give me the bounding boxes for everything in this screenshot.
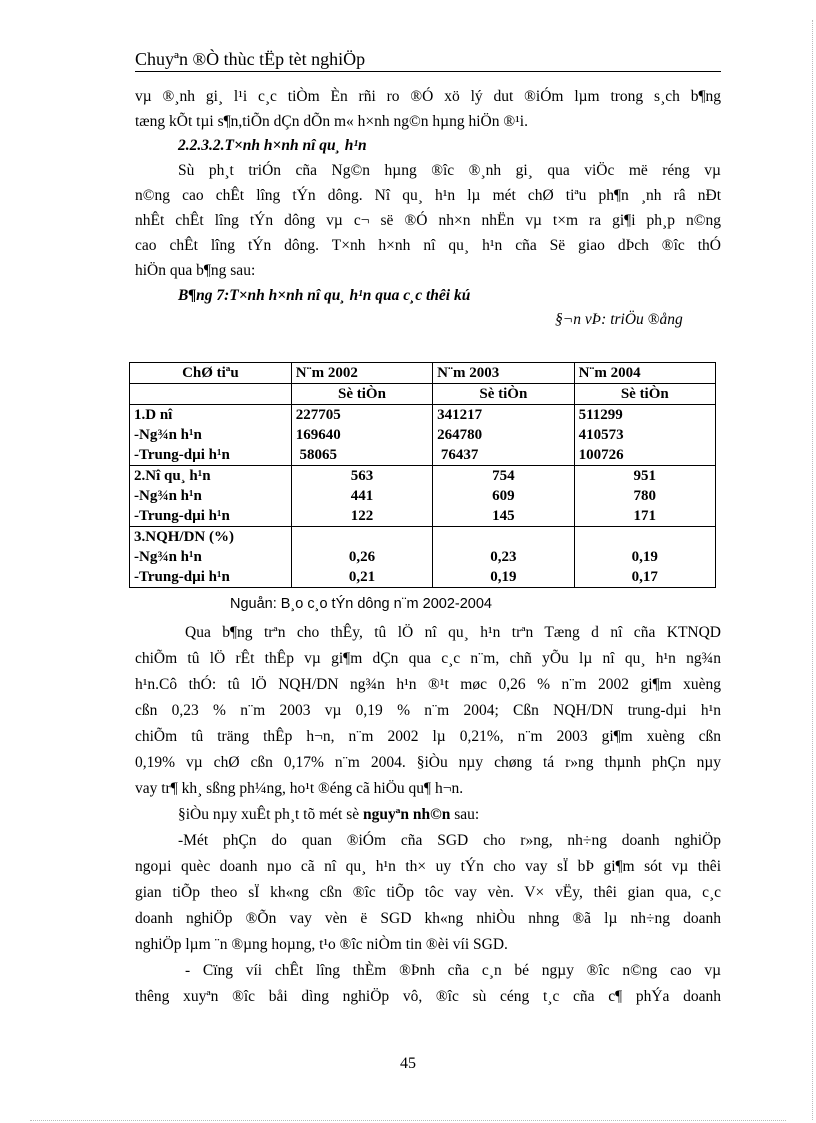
row-label: 3.NQH/DN (%) (130, 527, 292, 548)
row-label: 1.D nî (130, 405, 292, 426)
table-cell: 563 (291, 466, 432, 487)
table-row (130, 527, 716, 548)
paragraph-line: Sù ph¸t triÓn cña Ng©n hµng ®îc ®¸nh gi¸ qua viÖc më réng vµ (178, 162, 721, 179)
year-header: N¨m 2002 (291, 363, 432, 384)
table-source: Nguån: B¸o c¸o tÝn dông n¨m 2002-2004 (230, 596, 492, 612)
table-cell: 0,19 (574, 547, 715, 567)
table-caption: B¶ng 7:T×nh h×nh nî qu¸ h¹n qua c¸c thêi kú (178, 287, 471, 304)
table-unit-row (130, 384, 716, 405)
page-number: 45 (400, 1055, 416, 1072)
bold-term: nguyªn nh©n (363, 806, 451, 823)
table-cell (130, 384, 292, 405)
paragraph-line: Qua b¶ng trªn cho thÊy, tû lÖ nî qu¸ h¹n trªn Tæng d nî cña KTNQD (185, 624, 721, 641)
paragraph-line: tæng kÕt tµi s¶n,tiÕn dÇn dÕn m« h×nh ng©n hµng hiÖn ®¹i. (135, 113, 528, 130)
paragraph-line: chiÕm tû träng thÊp h¬n, n¨m 2002 lµ 0,21%, n¨m 2003 gi¶m xuèng cßn (135, 728, 721, 745)
table-cell: 0,17 (574, 567, 715, 588)
header-title: Chuyªn ®Ò thùc tËp tèt nghiÖp (135, 49, 366, 69)
table-header-row (130, 363, 716, 384)
table-cell: 754 (433, 466, 574, 487)
paragraph-line: doanh nghiÖp ®Õn vay vèn ë SGD kh«ng nhiÒu nhng ®ã lµ nh÷ng doanh (135, 910, 721, 927)
row-label: -Ng¾n h¹n (130, 486, 292, 506)
row-label: -Trung-dµi h¹n (130, 445, 292, 466)
paragraph-line: thêng xuyªn ®îc båi dìng nghiÖp vô, ®îc sù céng t¸c cña c¶ phÝa doanh (135, 988, 721, 1005)
page-edge-right (812, 20, 813, 1120)
row-label: -Ng¾n h¹n (130, 425, 292, 445)
table-cell: 171 (574, 506, 715, 527)
paragraph-line: cßn 0,23 % n¨m 2003 vµ 0,19 % n¨m 2004; Cßn NQH/DN trung-dµi h¹n (135, 702, 721, 719)
row-label: 2.Nî qu¸ h¹n (130, 466, 292, 487)
table-row (130, 567, 716, 588)
table-cell: 0,19 (433, 567, 574, 588)
table-cell: 511299 (574, 405, 715, 426)
header-divider (135, 71, 721, 72)
table-cell (291, 527, 432, 548)
table-row (130, 506, 716, 527)
paragraph-line: chiÕm tû lÖ rÊt thÊp vµ gi¶m dÇn qua c¸c n¨m, chñ yÕu lµ nî qu¸ h¹n ng¾n (135, 650, 721, 667)
unit-cell: Sè tiÒn (433, 384, 574, 405)
table-cell: 609 (433, 486, 574, 506)
paragraph-line: cao chÊt lîng tÝn dông. T×nh h×nh nî qu¸ h¹n cña Së giao dÞch ®îc thÓ (135, 237, 721, 254)
paragraph-line: 0,19% vµ chØ cßn 0,17% n¨m 2004. §iÒu nµy chøng tá r»ng thµnh phÇn nµy (135, 754, 721, 771)
table-cell (574, 527, 715, 548)
row-label: -Trung-dµi h¹n (130, 567, 292, 588)
paragraph-line (178, 806, 479, 824)
table-row (130, 466, 716, 487)
paragraph-line: vay tr¶ kh¸ sßng ph¼ng, ho¹t ®éng cã hiÖu qu¶ h¬n. (135, 780, 464, 797)
section-heading: 2.2.3.2.T×nh h×nh nî qu¸ h¹n (178, 137, 367, 154)
table-cell: 122 (291, 506, 432, 527)
table-cell: 264780 (433, 425, 574, 445)
table-row (130, 405, 716, 426)
table-cell: 145 (433, 506, 574, 527)
unit-cell: Sè tiÒn (574, 384, 715, 405)
table-cell: 169640 (291, 425, 432, 445)
table-cell: 227705 (291, 405, 432, 426)
text-span: sau: (450, 806, 480, 823)
text-span: §iÒu nµy xuÊt ph¸t tõ mét sè (178, 806, 364, 823)
table-cell: 0,21 (291, 567, 432, 588)
table-row (130, 445, 716, 466)
unit-note: §¬n vÞ: triÖu ®ång (555, 311, 683, 328)
table-cell: 410573 (574, 425, 715, 445)
npl-table (129, 362, 716, 588)
table-cell: 0,26 (291, 547, 432, 567)
table-cell: 951 (574, 466, 715, 487)
unit-cell: Sè tiÒn (291, 384, 432, 405)
table-cell: 0,23 (433, 547, 574, 567)
row-label: -Trung-dµi h¹n (130, 506, 292, 527)
paragraph-line: nhÊt chÊt lîng tÝn dông vµ c¬ së ®Ó nh×n nhËn vµ t×m ra gi¶i ph¸p n©ng (135, 212, 721, 229)
row-label: -Ng¾n h¹n (130, 547, 292, 567)
paragraph-line: - Cïng víi chÊt lîng thÈm ®Þnh cña c¸n bé ngµy ®îc n©ng cao vµ (185, 962, 721, 979)
paragraph-line: hiÖn qua b¶ng sau: (135, 262, 256, 279)
table-cell: 780 (574, 486, 715, 506)
year-header: N¨m 2003 (433, 363, 574, 384)
table-row (130, 486, 716, 506)
paragraph-line: gian tiÕp theo sÏ kh«ng cßn ®îc tiÕp tôc vay vèn. V× vËy, thêi gian qua, c¸c (135, 884, 721, 901)
col-header: ChØ tiªu (130, 363, 292, 384)
table-row (130, 425, 716, 445)
paragraph-line: ngoµi quèc doanh nµo cã nî qu¸ h¹n th× uy tÝn cho vay sÏ bÞ gi¶m sót vµ thêi (135, 858, 721, 875)
table-cell (433, 527, 574, 548)
table-cell: 76437 (433, 445, 574, 466)
table-cell: 100726 (574, 445, 715, 466)
table-cell: 58065 (291, 445, 432, 466)
paragraph-line: nghiÖp lµm ¨n ®µng hoµng, t¹o ®îc niÒm tin ®èi víi SGD. (135, 936, 508, 953)
year-header: N¨m 2004 (574, 363, 715, 384)
page-edge-bottom (30, 1120, 786, 1121)
paragraph-line: h¹n.Cô thÓ: tû lÖ NQH/DN ng¾n h¹n ®¹t møc 0,26 % n¨m 2002 gi¶m xuèng (135, 676, 721, 693)
paragraph-line: n©ng cao chÊt lîng tÝn dông. Nî qu¸ h¹n lµ mét chØ tiªu ph¶n ¸nh râ nÐt (135, 187, 721, 204)
table-cell: 341217 (433, 405, 574, 426)
paragraph-line: vµ ®¸nh gi¸ l¹i c¸c tiÒm Èn rñi ro ®Ó xö lý dut ®iÓm lµm trong s¸ch b¶ng (135, 88, 721, 105)
table-row (130, 547, 716, 567)
paragraph-line: -Mét phÇn do quan ®iÓm cña SGD cho r»ng, nh÷ng doanh nghiÖp (178, 832, 721, 849)
table-cell: 441 (291, 486, 432, 506)
